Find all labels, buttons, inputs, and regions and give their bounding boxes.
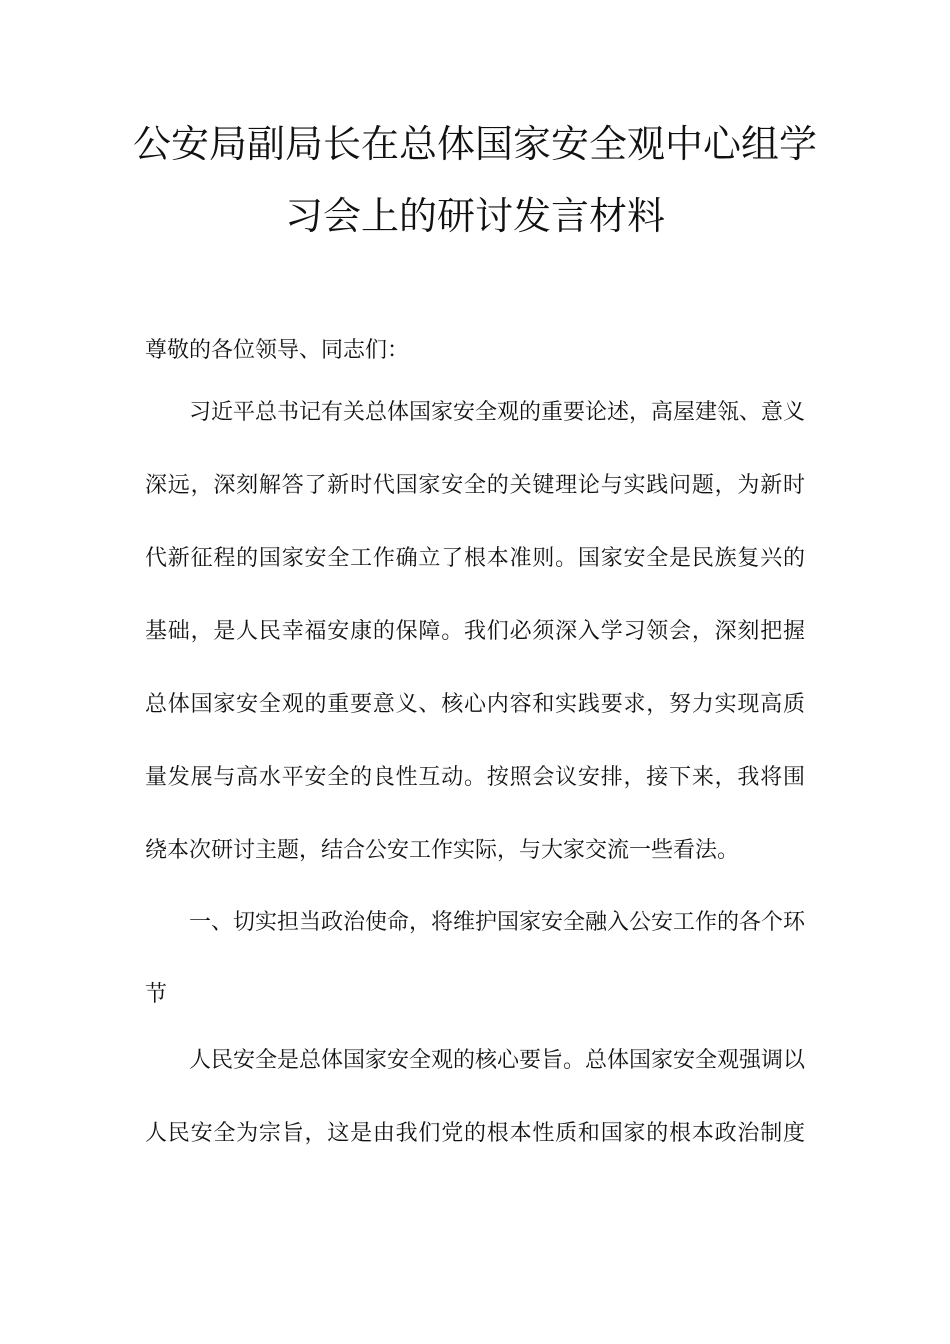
paragraph-line: 深远，深刻解答了新时代国家安全的关键理论与实践问题，为新时 bbox=[145, 473, 805, 498]
heading-line: 一、切实担当政治使命，将维护国家安全融入公安工作的各个环 bbox=[189, 910, 806, 935]
paragraph-line: 总体国家安全观的重要意义、核心内容和实践要求，努力实现高质 bbox=[145, 692, 805, 717]
paragraph-line: 习近平总书记有关总体国家安全观的重要论述，高屋建瓴、意义 bbox=[189, 400, 806, 425]
paragraph-line: 人民安全为宗旨，这是由我们党的根本性质和国家的根本政治制度 bbox=[145, 1121, 805, 1146]
paragraph-line: 人民安全是总体国家安全观的核心要旨。总体国家安全观强调以 bbox=[189, 1048, 806, 1073]
paragraph-line: 绕本次研讨主题，结合公安工作实际，与大家交流一些看法。 bbox=[145, 838, 740, 863]
paragraph-line: 量发展与高水平安全的良性互动。按照会议安排，接下来，我将围 bbox=[145, 765, 805, 790]
paragraph-line: 代新征程的国家安全工作确立了根本准则。国家安全是民族复兴的 bbox=[145, 546, 805, 571]
document-title-line-2: 习会上的研讨发言材料 bbox=[284, 194, 665, 238]
salutation: 尊敬的各位领导、同志们： bbox=[145, 338, 410, 363]
document-title-line-1: 公安局副局长在总体国家安全观中心组学 bbox=[132, 122, 817, 166]
heading-line: 节 bbox=[145, 982, 168, 1007]
paragraph-line: 基础，是人民幸福安康的保障。我们必须深入学习领会，深刻把握 bbox=[145, 619, 805, 644]
